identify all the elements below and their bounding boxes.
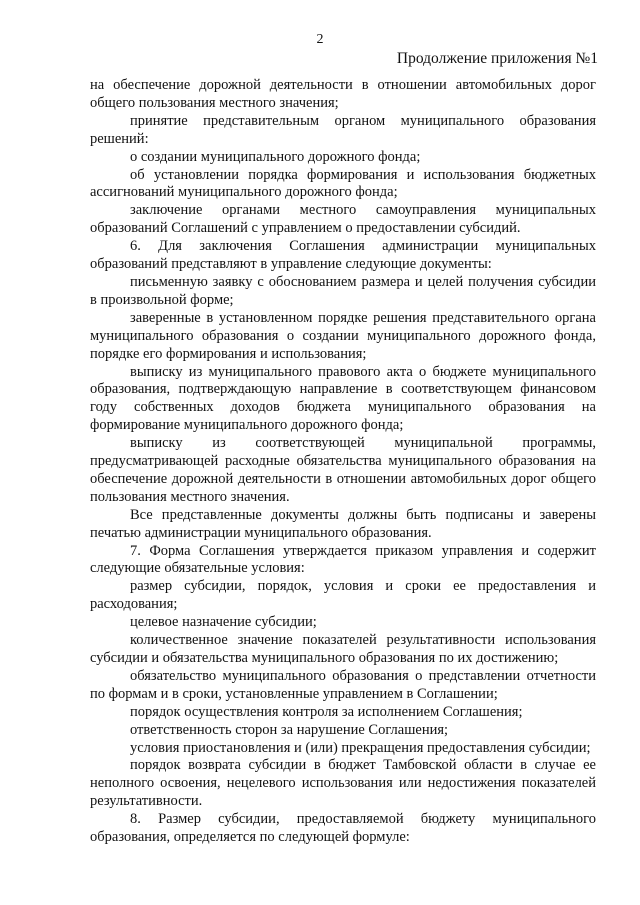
paragraph: порядок осуществления контроля за исполнением Соглашения; — [130, 703, 523, 720]
paragraph: 7. Форма Соглашения утверждается приказом управления и содержит следующие обязательные условия: — [90, 542, 596, 577]
paragraph: заключение органами местного самоуправления муниципальных образований Соглашений с управлением о предоставлении субсидий. — [90, 202, 596, 237]
paragraph: заверенные в установленном порядке решения представительного органа муниципального образования о создании муниципального дорожного фонда, порядке его формирования и использования; — [90, 309, 596, 362]
paragraph: Все представленные документы должны быть подписаны и заверены печатью администрации муниципального образования. — [90, 506, 596, 541]
paragraph: выписку из муниципального правового акта о бюджете муниципального образования, подтверждающую направление в соответствующем финансовом году собственных доходов бюджета муниципального образования на формирование муниципального дорожного фонда; — [90, 363, 596, 434]
paragraph: о создании муниципального дорожного фонда; — [130, 148, 421, 165]
paragraph: условия приостановления и (или) прекращения предоставления субсидии; — [130, 739, 591, 756]
paragraph: 6. Для заключения Соглашения администрации муниципальных образований представляют в управление следующие документы: — [90, 238, 596, 273]
paragraph: выписку из соответствующей муниципальной программы, предусматривающей расходные обязательства муниципального образования на обеспечение дорожной деятельности в отношении автомобильных дорог общего пользования местного значения. — [90, 435, 596, 505]
paragraph: количественное значение показателей результативности использования субсидии и обязательства муниципального образования по их достижению; — [90, 632, 596, 666]
paragraph: принятие представительным органом муниципального образования решений: — [90, 112, 596, 147]
document-body — [90, 77, 596, 847]
paragraph: 8. Размер субсидии, предоставляемой бюджету муниципального образования, определяется по следующей формуле: — [90, 811, 596, 846]
paragraph: на обеспечение дорожной деятельности в отношении автомобильных дорог общего пользования местного значения; — [90, 77, 596, 111]
paragraph: порядок возврата субсидии в бюджет Тамбовской области в случае ее неполного освоения, нецелевого использования или недостижения показателей результативности. — [90, 757, 596, 810]
paragraph: письменную заявку с обоснованием размера и целей получения субсидии в произвольной форме; — [90, 273, 596, 308]
paragraph: об установлении порядка формирования и использования бюджетных ассигнований муниципального дорожного фонда; — [90, 166, 596, 201]
paragraph: размер субсидии, порядок, условия и сроки ее предоставления и расходования; — [90, 578, 596, 613]
paragraph: обязательство муниципального образования о представлении отчетности по формам и в сроки, установленные управлением в Соглашении; — [90, 667, 596, 702]
page-number: 2 — [316, 32, 324, 47]
paragraph: ответственность сторон за нарушение Соглашения; — [130, 721, 449, 738]
appendix-continuation-heading: Продолжение приложения №1 — [396, 50, 598, 67]
paragraph: целевое назначение субсидии; — [130, 614, 317, 631]
